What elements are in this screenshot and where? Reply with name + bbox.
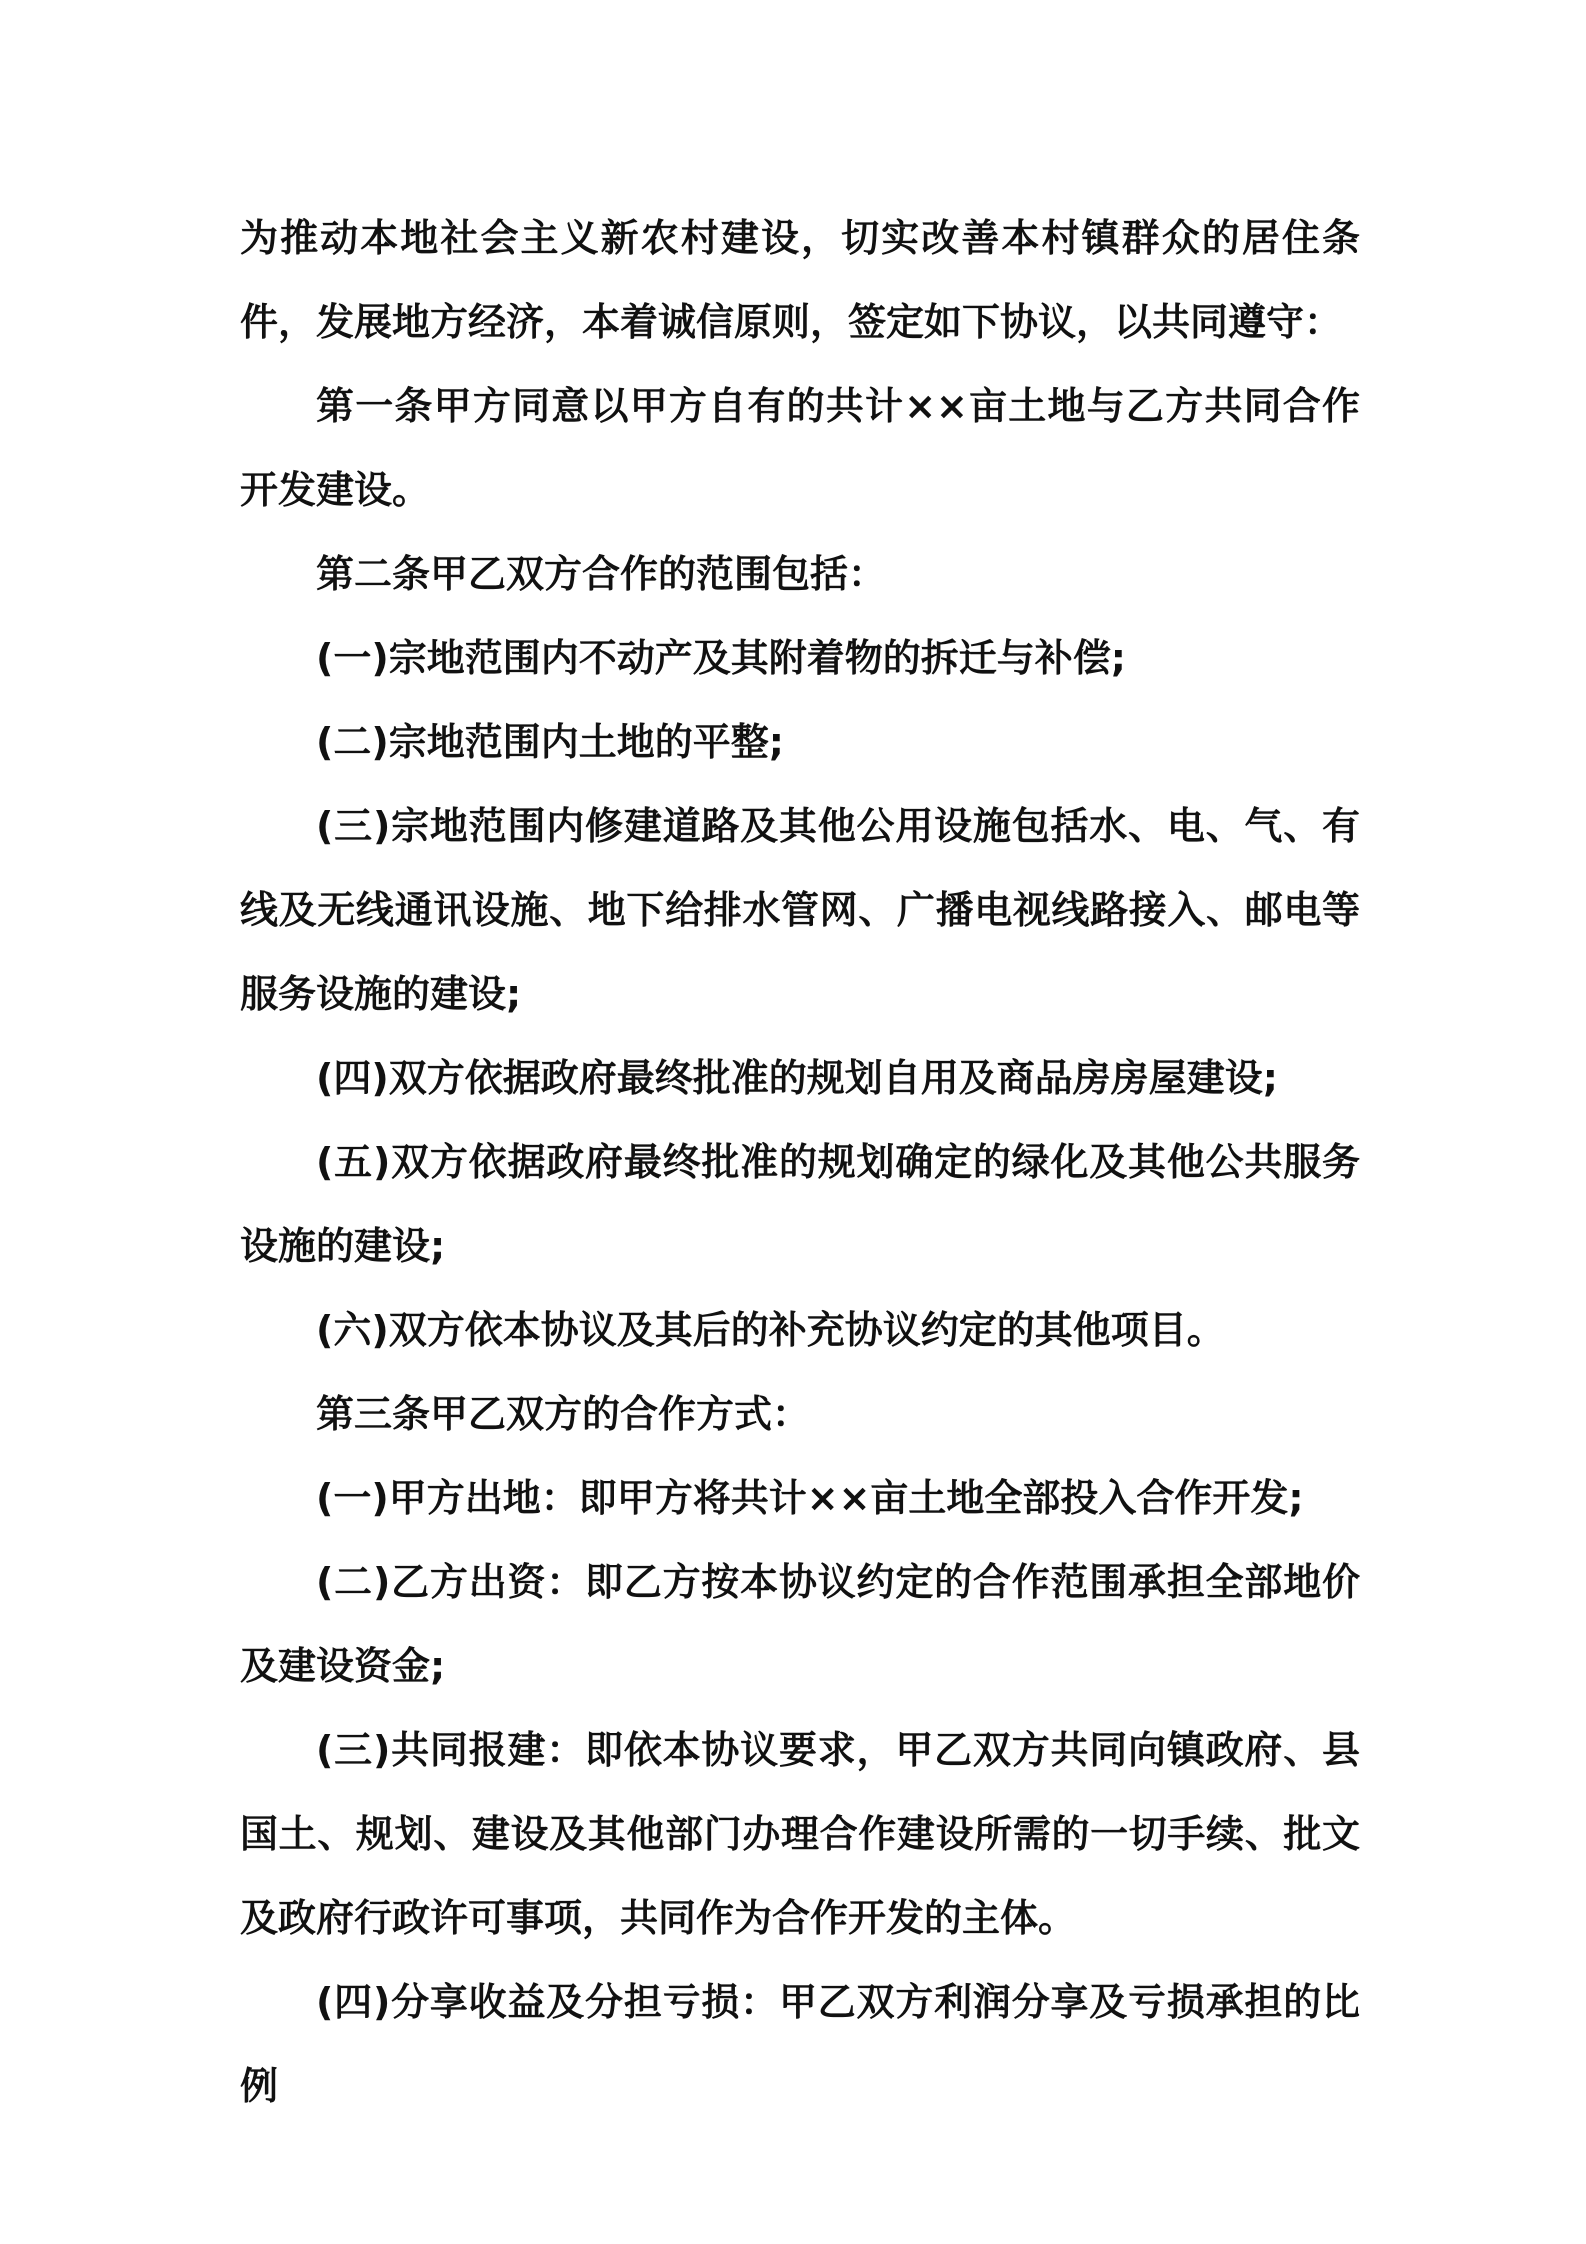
paragraph-article-2-item-6: (六)双方依本协议及其后的补充协议约定的其他项目。 xyxy=(316,1308,1225,1352)
paragraph-article-3-item-2: (二)乙方出资：即乙方按本协议约定的合作范围承担全部地价及建设资金; xyxy=(240,1560,1360,1688)
paragraph-article-2-item-4: (四)双方依据政府最终批准的规划自用及商品房房屋建设; xyxy=(316,1056,1278,1100)
paragraph-article-2-item-5: (五)双方依据政府最终批准的规划确定的绿化及其他公共服务设施的建设; xyxy=(240,1140,1360,1268)
document-body xyxy=(240,196,1360,2128)
paragraph-article-3-item-4: (四)分享收益及分担亏损：甲乙双方利润分享及亏损承担的比例 xyxy=(240,1980,1360,2108)
paragraph-article-2-item-1: (一)宗地范围内不动产及其附着物的拆迁与补偿; xyxy=(316,636,1126,680)
paragraph-article-2-item-2: (二)宗地范围内土地的平整; xyxy=(316,720,784,764)
paragraph-article-3-item-1: (一)甲方出地：即甲方将共计××亩土地全部投入合作开发; xyxy=(316,1476,1304,1520)
paragraph-article-1: 第一条甲方同意以甲方自有的共计××亩土地与乙方共同合作开发建设。 xyxy=(240,384,1360,512)
paragraph-article-3: 第三条甲乙双方的合作方式： xyxy=(316,1392,811,1436)
paragraph-article-2-item-3: (三)宗地范围内修建道路及其他公用设施包括水、电、气、有线及无线通讯设施、地下给排水管网、广播电视线路接入、邮电等服务设施的建设; xyxy=(240,804,1360,1016)
paragraph-intro: 为推动本地社会主义新农村建设，切实改善本村镇群众的居住条件，发展地方经济，本着诚信原则，签定如下协议，以共同遵守： xyxy=(240,216,1360,344)
paragraph-article-3-item-3: (三)共同报建：即依本协议要求，甲乙双方共同向镇政府、县国土、规划、建设及其他部门办理合作建设所需的一切手续、批文及政府行政许可事项，共同作为合作开发的主体。 xyxy=(240,1728,1360,1940)
paragraph-article-2: 第二条甲乙双方合作的范围包括： xyxy=(316,552,887,596)
